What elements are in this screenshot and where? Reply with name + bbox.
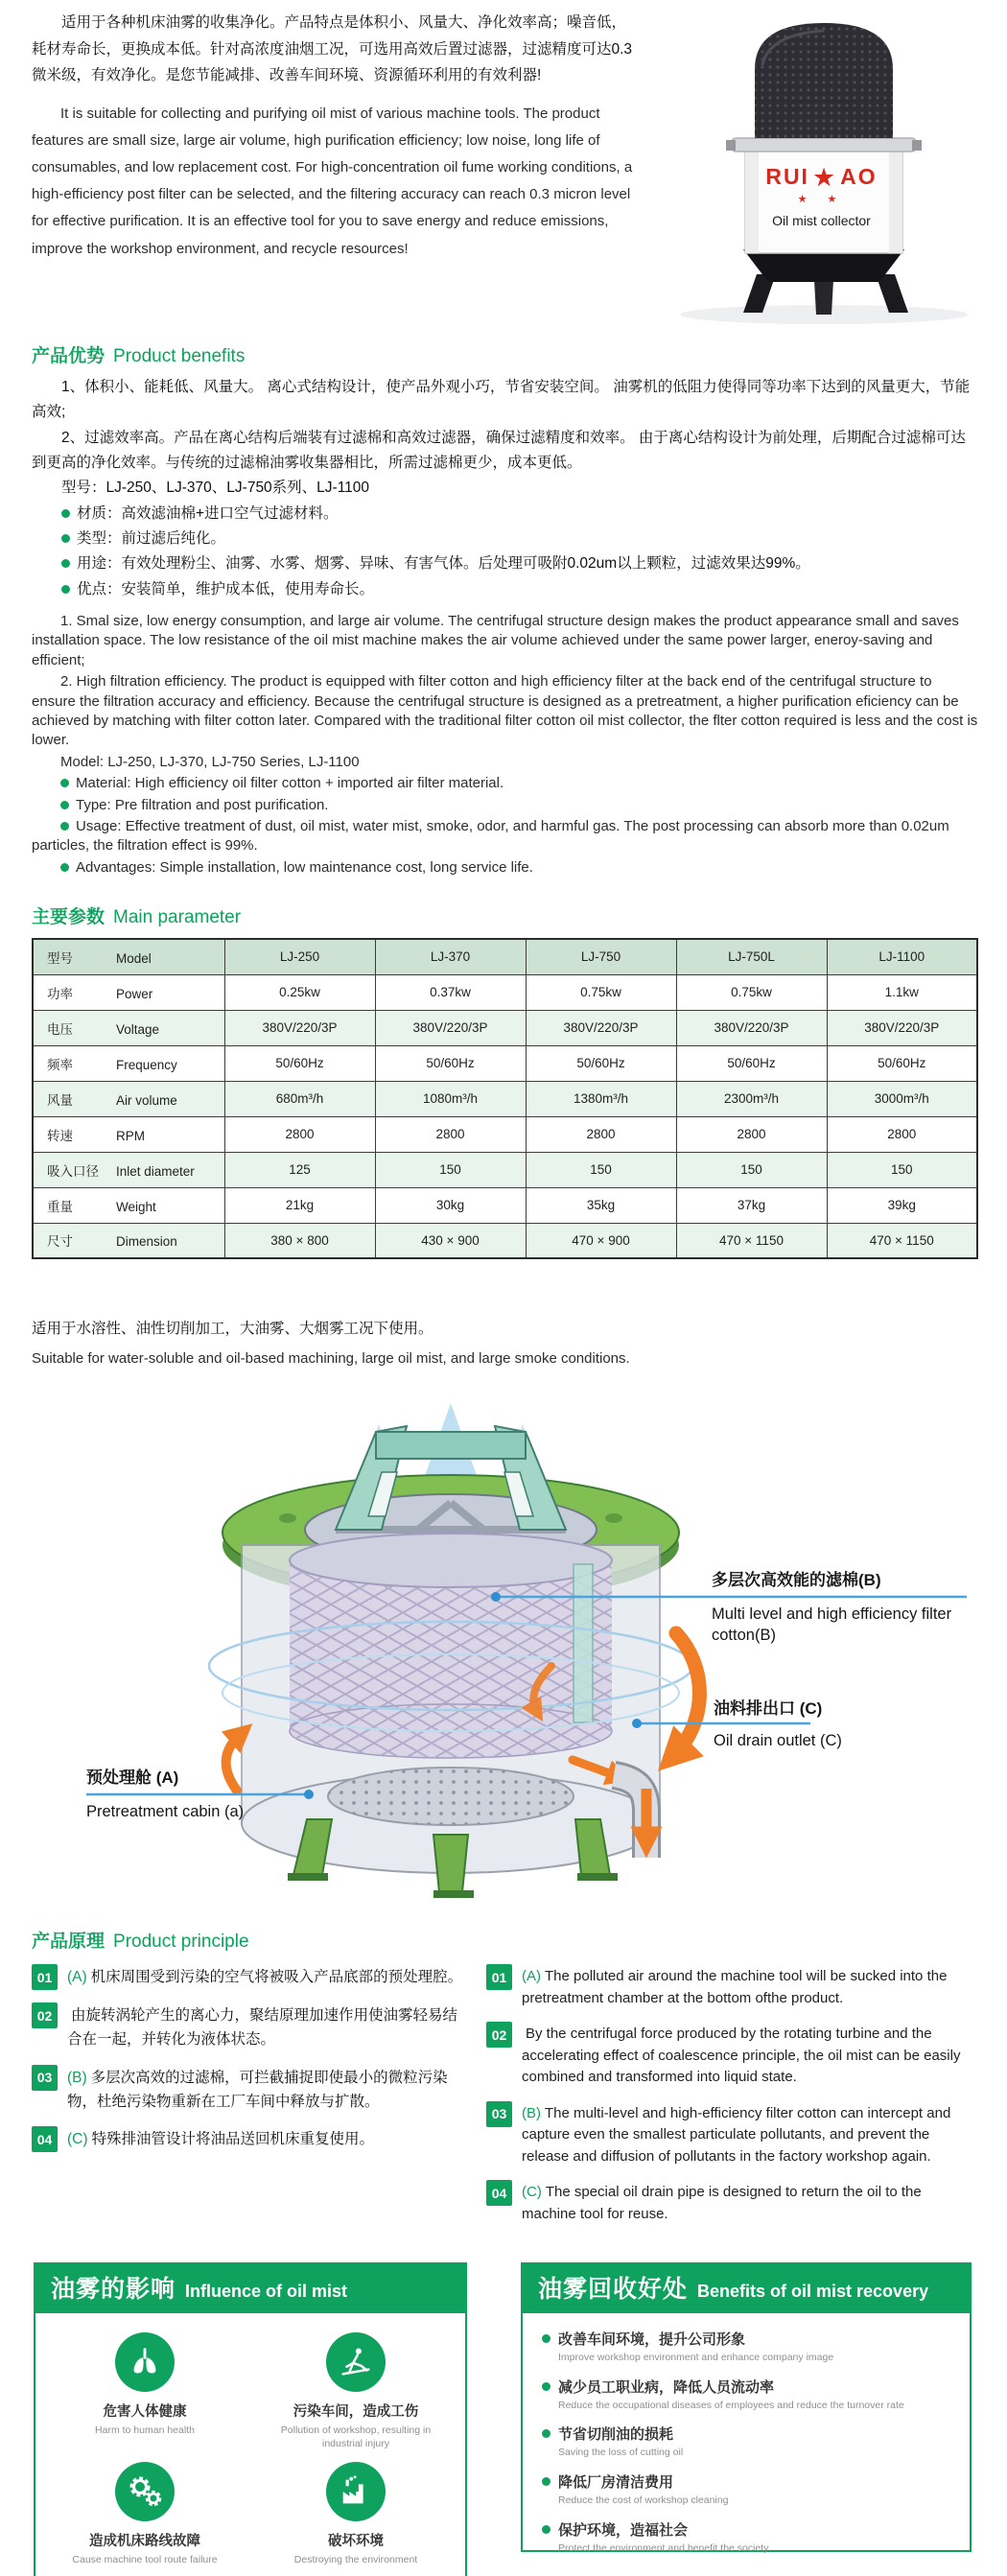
bullet-dot-icon bbox=[60, 822, 69, 831]
slip-person-icon bbox=[326, 2332, 386, 2392]
brand-text-left: RUI bbox=[765, 164, 809, 189]
structure-diagram bbox=[0, 1376, 1007, 1909]
intro-section bbox=[0, 0, 1007, 328]
benefit-bullet: Material: High efficiency oil filter cotton + imported air filter material. bbox=[32, 774, 978, 793]
table-row: 转速 RPM 2800 2800 2800 2800 2800 bbox=[33, 1116, 977, 1152]
bottom-panels bbox=[34, 2262, 1007, 2576]
influence-item: 危害人体健康 Harm to human health bbox=[39, 2332, 250, 2450]
bullet-dot-icon bbox=[61, 559, 70, 568]
factory-icon bbox=[326, 2462, 386, 2521]
table-row: 电压 Voltage 380V/220/3P 380V/220/3P 380V/220/3P 380V/220/3P 380V/220/3P bbox=[33, 1010, 977, 1045]
principle-item: 03 (B) The multi-level and high-efficiency filter cotton can intercept and capture even the smallest particulate pollutants, and prevent the release and diffusion of pollutants in the factory workshop again. bbox=[486, 2101, 966, 2168]
table-row: 吸入口径 Inlet diameter 125 150 150 150 150 bbox=[33, 1152, 977, 1187]
label-filter-cn: 多层次高效能的滤棉(B) bbox=[712, 1571, 881, 1590]
recovery-panel bbox=[521, 2262, 972, 2552]
principle-section bbox=[0, 1964, 1007, 2237]
principle-item: 02 By the centrifugal force produced by the rotating turbine and the accelerating effect of coalescence principle, the oil mist can be easily combined and transformed into liquid state. bbox=[486, 2022, 966, 2089]
step-number-badge: 01 bbox=[32, 1964, 58, 1990]
parameters-section bbox=[0, 938, 1007, 1259]
parameters-table bbox=[32, 938, 978, 1259]
principle-item: 01 (A) 机床周围受到污染的空气将被吸入产品底部的预处理腔。 bbox=[32, 1964, 465, 1990]
influence-panel-header: 油雾的影响 Influence of oil mist bbox=[35, 2264, 465, 2313]
intro-text bbox=[32, 10, 636, 328]
principle-item: 01 (A) The polluted air around the machine tool will be sucked into the pretreatment chamber at the bottom ofthe product. bbox=[486, 1964, 966, 2009]
bullet-dot-icon bbox=[61, 509, 70, 518]
recovery-item: 节省切削油的损耗 Saving the loss of cutting oil bbox=[542, 2424, 950, 2460]
lungs-icon bbox=[115, 2332, 175, 2392]
recovery-item: 保护环境，造福社会 Protect the environment and benefit the society bbox=[542, 2519, 950, 2556]
principle-cn-column bbox=[32, 1964, 465, 2237]
table-header-row: 型号 Model LJ-250 LJ-370 LJ-750 LJ-750L LJ-1100 bbox=[33, 939, 977, 974]
bullet-dot-icon bbox=[542, 2477, 550, 2486]
bullet-dot-icon bbox=[61, 585, 70, 594]
table-row: 频率 Frequency 50/60Hz 50/60Hz 50/60Hz 50/60Hz 50/60Hz bbox=[33, 1045, 977, 1081]
benefit-paragraph: 2. High filtration efficiency. The product is equipped with filter cotton and high efficiency filter at the back end of the centrifugal structure to ensure the filtration accuracy and efficiency. Because the centrifugal structure is designed as a pretreatment, a higher purification eficiency can be achieved by matching with filter cotton later. Compared with the traditional filter cotton oil mist collector, the flter cotton required is less and the cost is lower. bbox=[32, 673, 978, 749]
step-number-badge: 04 bbox=[32, 2126, 58, 2152]
principle-heading-cn: 产品原理 bbox=[32, 1932, 105, 1953]
principle-item: 02 由旋转涡轮产生的离心力，聚结原理加速作用使油雾轻易结合在一起，并转化为液体状态。 bbox=[32, 2002, 465, 2052]
step-number-badge: 03 bbox=[486, 2101, 512, 2127]
benefits-section bbox=[0, 375, 1007, 878]
recovery-item: 降低厂房清洁费用 Reduce the cost of workshop cleaning bbox=[542, 2471, 950, 2508]
small-stars-icon: ★ ★ bbox=[797, 194, 846, 205]
benefits-cn-block bbox=[32, 375, 978, 602]
suitable-cn: 适用于水溶性、油性切削加工，大油雾、大烟雾工况下使用。 bbox=[32, 1321, 433, 1338]
step-number-badge: 03 bbox=[32, 2065, 58, 2091]
benefit-bullet: 类型：前过滤后纯化。 bbox=[32, 527, 978, 551]
principle-item: 04 (C) The special oil drain pipe is designed to return the oil to the machine tool for reuse. bbox=[486, 2180, 966, 2225]
step-number-badge: 01 bbox=[486, 1964, 512, 1990]
principle-item: 03 (B) 多层次高效的过滤棉，可拦截捕捉即使最小的微粒污染物，杜绝污染物重新在工厂车间中释放与扩散。 bbox=[32, 2065, 465, 2115]
parameters-heading-cn: 主要参数 bbox=[32, 907, 105, 928]
principle-en-column bbox=[486, 1964, 966, 2237]
label-pretreatment-en: Pretreatment cabin (a) bbox=[86, 1803, 245, 1821]
model-list: Model: LJ-250, LJ-370, LJ-750 Series, LJ-1100 bbox=[60, 753, 360, 770]
bullet-dot-icon bbox=[542, 2525, 550, 2534]
bullet-dot-icon bbox=[60, 863, 69, 872]
benefit-bullet: 优点：安装简单，维护成本低，使用寿命长。 bbox=[32, 577, 978, 602]
table-row: 风量 Air volume 680m³/h 1080m³/h 1380m³/h 2300m³/h 3000m³/h bbox=[33, 1081, 977, 1116]
influence-item: 污染车间，造成工伤 Pollution of workshop, resulting in industrial injury bbox=[250, 2332, 461, 2450]
principle-heading-en: Product principle bbox=[113, 1932, 249, 1953]
photo-caption: Oil mist collector bbox=[772, 213, 871, 228]
benefit-bullet: 用途：有效处理粉尘、油雾、水雾、烟雾、异味、有害气体。后处理可吸附0.02um以上颗粒，过滤效果达99%。 bbox=[32, 551, 978, 576]
recovery-item: 减少员工职业病，降低人员流动率 Reduce the occupational diseases of employees and reduce the turnover rate bbox=[542, 2377, 950, 2413]
bullet-dot-icon bbox=[542, 2334, 550, 2343]
suitable-section bbox=[32, 1315, 1007, 1372]
label-filter-en: Multi level and high efficiency filter cotton(B) bbox=[712, 1605, 952, 1644]
benefits-en-block bbox=[32, 612, 978, 878]
bullet-dot-icon bbox=[542, 2429, 550, 2438]
product-photo bbox=[636, 10, 1007, 328]
suitable-en: Suitable for water-soluble and oil-based machining, large oil mist, and large smoke conditions. bbox=[32, 1349, 630, 1367]
intro-paragraph-en: It is suitable for collecting and purifying oil mist of various machine tools. The product features are small size, large air volume, high purification efficiency; low noise, long life of consumables, and low replacement cost. For high-concentration oil fume working conditions, a high-efficiency post filter can be selected, and the filtering accuracy can reach 0.3 micron level for effective purification. It is an effective tool for you to save energy and reduce emissions, improve the workshop environment, and recycle resources! bbox=[32, 105, 633, 257]
step-number-badge: 02 bbox=[486, 2022, 512, 2048]
bullet-dot-icon bbox=[61, 534, 70, 543]
step-number-badge: 02 bbox=[32, 2002, 58, 2028]
table-row: 重量 Weight 21kg 30kg 35kg 37kg 39kg bbox=[33, 1187, 977, 1223]
principle-item: 04 (C) 特殊排油管设计将油品送回机床重复使用。 bbox=[32, 2126, 465, 2152]
parameters-heading-en: Main parameter bbox=[113, 907, 242, 928]
recovery-item: 改善车间环境，提升公司形象 Improve workshop environment and enhance company image bbox=[542, 2329, 950, 2365]
benefit-bullet: Usage: Effective treatment of dust, oil mist, water mist, smoke, odor, and harmful gas. The post processing can absorb more than 0.02um particles, the filtration effect is 99%. bbox=[32, 818, 949, 855]
gears-icon bbox=[115, 2462, 175, 2521]
bullet-dot-icon bbox=[60, 779, 69, 787]
benefits-heading-cn: 产品优势 bbox=[32, 346, 105, 366]
table-row: 尺寸 Dimension 380 × 800 430 × 900 470 × 900 470 × 1150 470 × 1150 bbox=[33, 1223, 977, 1258]
label-pretreatment-cn: 预处理舱 (A) bbox=[86, 1768, 179, 1788]
model-list: 型号：LJ-250、LJ-370、LJ-750系列、LJ-1100 bbox=[61, 480, 370, 497]
brand-logo bbox=[636, 163, 1007, 193]
benefits-heading bbox=[32, 341, 1007, 367]
label-drain-cn: 油料排出口 (C) bbox=[714, 1699, 823, 1719]
influence-item: 破坏环境 Destroying the environment bbox=[250, 2462, 461, 2567]
influence-item: 造成机床路线故障 Cause machine tool route failure bbox=[39, 2462, 250, 2567]
intro-paragraph-cn: 适用于各种机床油雾的收集净化。产品特点是体积小、风量大、净化效率高；噪音低，耗材寿命长，更换成本低。针对高浓度油烟工况，可选用高效后置过滤器，过滤精度可达0.3微米级，有效净化。是您节能减排、改善车间环境、资源循环利用的有效利器! bbox=[32, 14, 633, 84]
benefit-bullet: Advantages: Simple installation, low maintenance cost, long service life. bbox=[32, 858, 978, 878]
benefit-paragraph: 2、过滤效率高。产品在离心结构后端装有过滤棉和高效过滤器，确保过滤精度和效率。 由于离心结构设计为前处理，后期配合过滤棉可达到更高的净化效率。与传统的过滤棉油雾收集器相比，所需过滤棉更少，成本更低。 bbox=[32, 429, 966, 472]
principle-heading bbox=[32, 1927, 1007, 1953]
benefits-heading-en: Product benefits bbox=[113, 346, 246, 366]
benefit-bullet: 材质：高效滤油棉+进口空气过滤材料。 bbox=[32, 502, 978, 527]
benefit-paragraph: 1. Smal size, low energy consumption, and large air volume. The centrifugal structure design makes the product appearance small and saves installation space. The low resistance of the oil mist machine makes the air volume achieved under the same power larger, eneroy-saving and efficient; bbox=[32, 613, 959, 668]
bullet-dot-icon bbox=[542, 2382, 550, 2391]
star-icon: ★ bbox=[811, 163, 838, 192]
table-row: 功率 Power 0.25kw 0.37kw 0.75kw 0.75kw 1.1kw bbox=[33, 974, 977, 1010]
benefit-paragraph: 1、体积小、能耗低、风量大。 离心式结构设计，使产品外观小巧，节省安装空间。 油雾机的低阻力使得同等功率下达到的风量更大，节能高效; bbox=[32, 379, 971, 421]
label-drain-en: Oil drain outlet (C) bbox=[714, 1732, 842, 1750]
recovery-panel-header: 油雾回收好处 Benefits of oil mist recovery bbox=[523, 2264, 970, 2313]
benefit-bullet: Type: Pre filtration and post purification. bbox=[32, 796, 978, 815]
parameters-heading bbox=[32, 902, 1007, 928]
brand-text-right: AO bbox=[840, 164, 878, 189]
step-number-badge: 04 bbox=[486, 2180, 512, 2206]
bullet-dot-icon bbox=[60, 801, 69, 809]
influence-panel bbox=[34, 2262, 467, 2576]
